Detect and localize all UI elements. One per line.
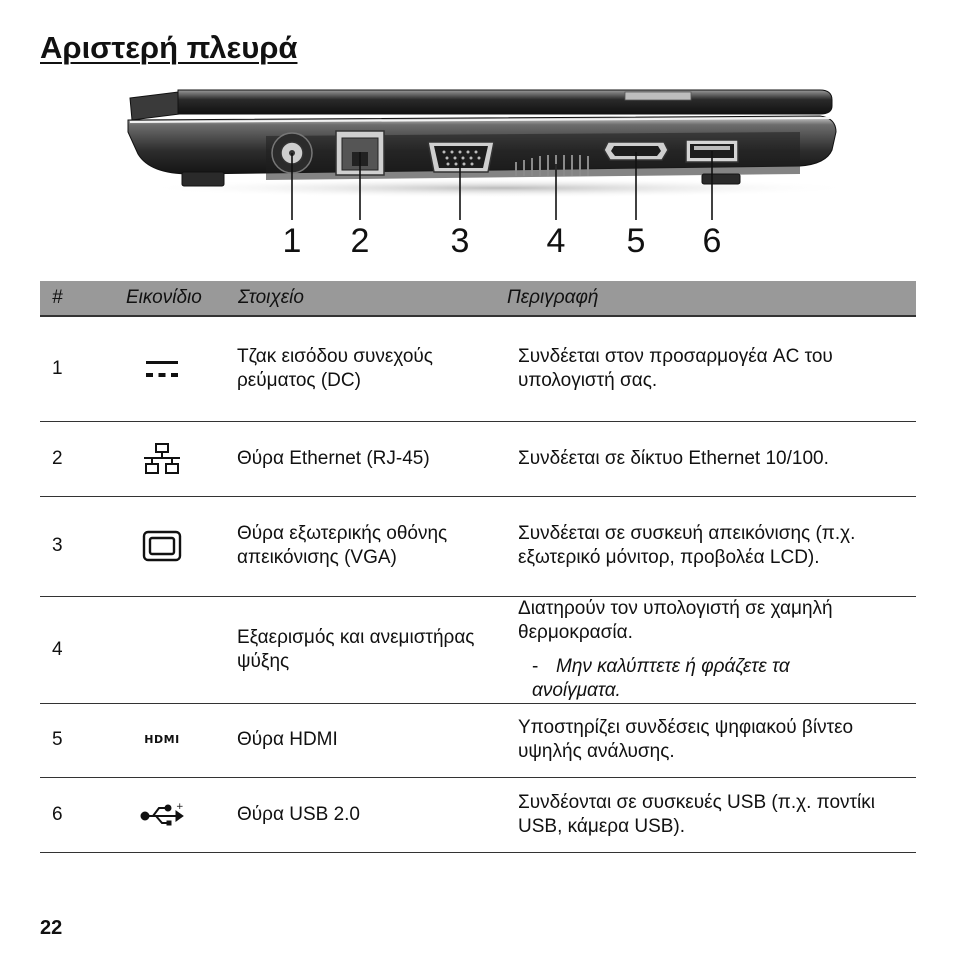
header-num: # bbox=[40, 281, 110, 316]
callout-3: 3 bbox=[450, 222, 470, 260]
table-row bbox=[40, 421, 916, 496]
note-dash: - bbox=[532, 655, 539, 677]
row-num: 3 bbox=[40, 496, 110, 596]
row-item: Θύρα USB 2.0 bbox=[230, 777, 504, 852]
row-num: 6 bbox=[40, 777, 110, 852]
row-item: Τζακ εισόδου συνεχούς ρεύματος (DC) bbox=[230, 316, 504, 421]
hdmi-icon: HDMI bbox=[144, 733, 180, 746]
header-icon: Εικονίδιο bbox=[110, 281, 230, 316]
table-row bbox=[40, 596, 916, 703]
usb-icon bbox=[140, 802, 184, 828]
row-note bbox=[518, 655, 876, 703]
row-note-text: Μην καλύπτετε ή φράζετε τα ανοίγματα. bbox=[532, 655, 790, 701]
svg-text:+: + bbox=[176, 801, 184, 812]
ethernet-icon bbox=[142, 442, 182, 476]
row-description: Υποστηρίζει συνδέσεις ψηφιακού βίντεο υψηλής ανάλυσης. bbox=[504, 703, 916, 777]
row-num: 5 bbox=[40, 703, 110, 777]
table-row bbox=[40, 496, 916, 596]
row-num: 1 bbox=[40, 316, 110, 421]
table-row bbox=[40, 703, 916, 777]
table-row bbox=[40, 777, 916, 852]
row-icon-empty bbox=[110, 596, 230, 703]
table-row bbox=[40, 316, 916, 421]
row-item: Θύρα Ethernet (RJ-45) bbox=[230, 421, 504, 496]
row-description: Συνδέεται στον προσαρμογέα AC του υπολογιστή σας. bbox=[504, 316, 916, 421]
row-num: 2 bbox=[40, 421, 110, 496]
row-item: Θύρα HDMI bbox=[230, 703, 504, 777]
laptop-left-side-illustration bbox=[120, 84, 850, 264]
page-number: 22 bbox=[40, 917, 63, 939]
header-item: Στοιχείο bbox=[230, 281, 504, 316]
row-description: Συνδέεται σε δίκτυο Ethernet 10/100. bbox=[504, 421, 916, 496]
vga-monitor-icon bbox=[142, 530, 182, 562]
callout-4: 4 bbox=[546, 222, 566, 260]
table-header-row bbox=[40, 281, 916, 316]
row-description: Συνδέεται σε συσκευή απεικόνισης (π.χ. εξωτερικό μόνιτορ, προβολέα LCD). bbox=[504, 496, 916, 596]
callout-1: 1 bbox=[282, 222, 302, 260]
dc-power-icon bbox=[144, 358, 180, 380]
row-description: Συνδέονται σε συσκευές USB (π.χ. ποντίκι USB, κάμερα USB). bbox=[504, 777, 916, 852]
callout-2: 2 bbox=[350, 222, 370, 260]
row-item: Θύρα εξωτερικής οθόνης απεικόνισης (VGA) bbox=[230, 496, 504, 596]
callout-5: 5 bbox=[626, 222, 646, 260]
callout-6: 6 bbox=[702, 222, 722, 260]
row-description: Διατηρούν τον υπολογιστή σε χαμηλή θερμοκρασία. bbox=[518, 597, 833, 643]
page-title: Αριστερή πλευρά bbox=[40, 30, 298, 65]
ports-table bbox=[40, 281, 916, 853]
row-num: 4 bbox=[40, 596, 110, 703]
row-item: Εξαερισμός και ανεμιστήρας ψύξης bbox=[230, 596, 504, 703]
header-description: Περιγραφή bbox=[504, 281, 916, 316]
